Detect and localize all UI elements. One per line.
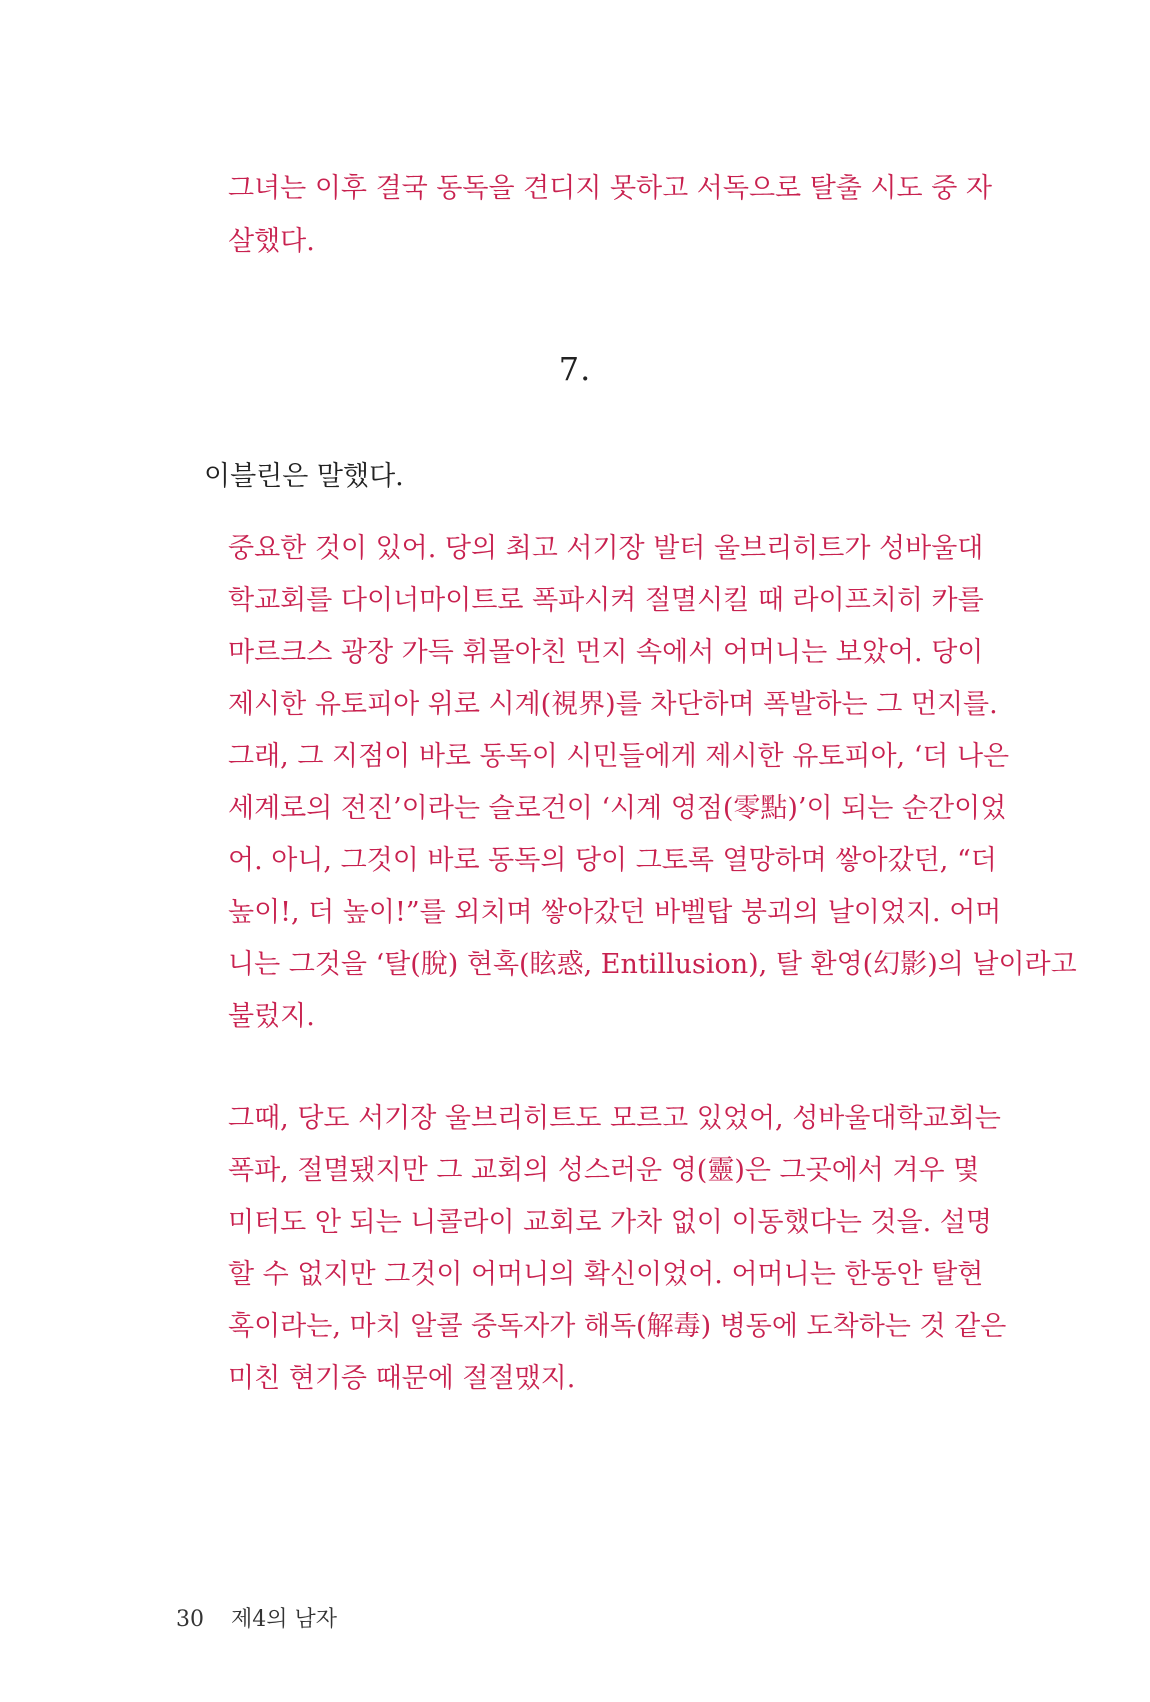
- book-title: 제4의 남자: [231, 1607, 337, 1632]
- quote-line: 그녀는 이후 결국 동독을 견디지 못하고 서독으로 탈출 시도 중 자: [228, 173, 992, 204]
- quote-line: 불렀지.: [228, 1001, 315, 1032]
- page-number: 30: [176, 1607, 204, 1632]
- quote-line: 어. 아니, 그것이 바로 동독의 당이 그토록 열망하며 쌓아갔던, “더: [228, 845, 997, 876]
- quote-line: 할 수 없지만 그것이 어머니의 확신이었어. 어머니는 한동안 탈현: [228, 1259, 984, 1290]
- quote-line: 그때, 당도 서기장 울브리히트도 모르고 있었어, 성바울대학교회는: [228, 1103, 1001, 1134]
- quote-line: 살했다.: [228, 226, 315, 257]
- quote-line: 높이!, 더 높이!”를 외치며 쌓아갔던 바벨탑 붕괴의 날이었지. 어머: [228, 897, 1002, 928]
- quote-line: 제시한 유토피아 위로 시계(視界)를 차단하며 폭발하는 그 먼지를.: [228, 689, 998, 720]
- quote-line: 학교회를 다이너마이트로 폭파시켜 절멸시킬 때 라이프치히 카를: [228, 585, 984, 616]
- quote-line: 마르크스 광장 가득 휘몰아친 먼지 속에서 어머니는 보았어. 당이: [228, 637, 984, 668]
- page-footer: [176, 1606, 337, 1634]
- section-number: 7.: [558, 350, 592, 388]
- quote-line: 니는 그것을 ‘탈(脫) 현혹(眩惑, Entillusion), 탈 환영(幻影)의 날이라고: [228, 949, 1077, 980]
- quote-line: 폭파, 절멸됐지만 그 교회의 성스러운 영(靈)은 그곳에서 겨우 몇: [228, 1155, 980, 1186]
- quote-line: 미친 현기증 때문에 절절맸지.: [228, 1363, 576, 1394]
- quote-line: 미터도 안 되는 니콜라이 교회로 가차 없이 이동했다는 것을. 설명: [228, 1207, 992, 1238]
- quote-line: 그래, 그 지점이 바로 동독이 시민들에게 제시한 유토피아, ‘더 나은: [228, 741, 1010, 772]
- quote-line: 중요한 것이 있어. 당의 최고 서기장 발터 울브리히트가 성바울대: [228, 533, 984, 564]
- quote-line: 세계로의 전진’이라는 슬로건이 ‘시계 영점(零點)’이 되는 순간이었: [228, 793, 1007, 824]
- quote-line: 혹이라는, 마치 알콜 중독자가 해독(解毒) 병동에 도착하는 것 같은: [228, 1311, 1007, 1342]
- narration-line: 이블린은 말했다.: [204, 461, 404, 492]
